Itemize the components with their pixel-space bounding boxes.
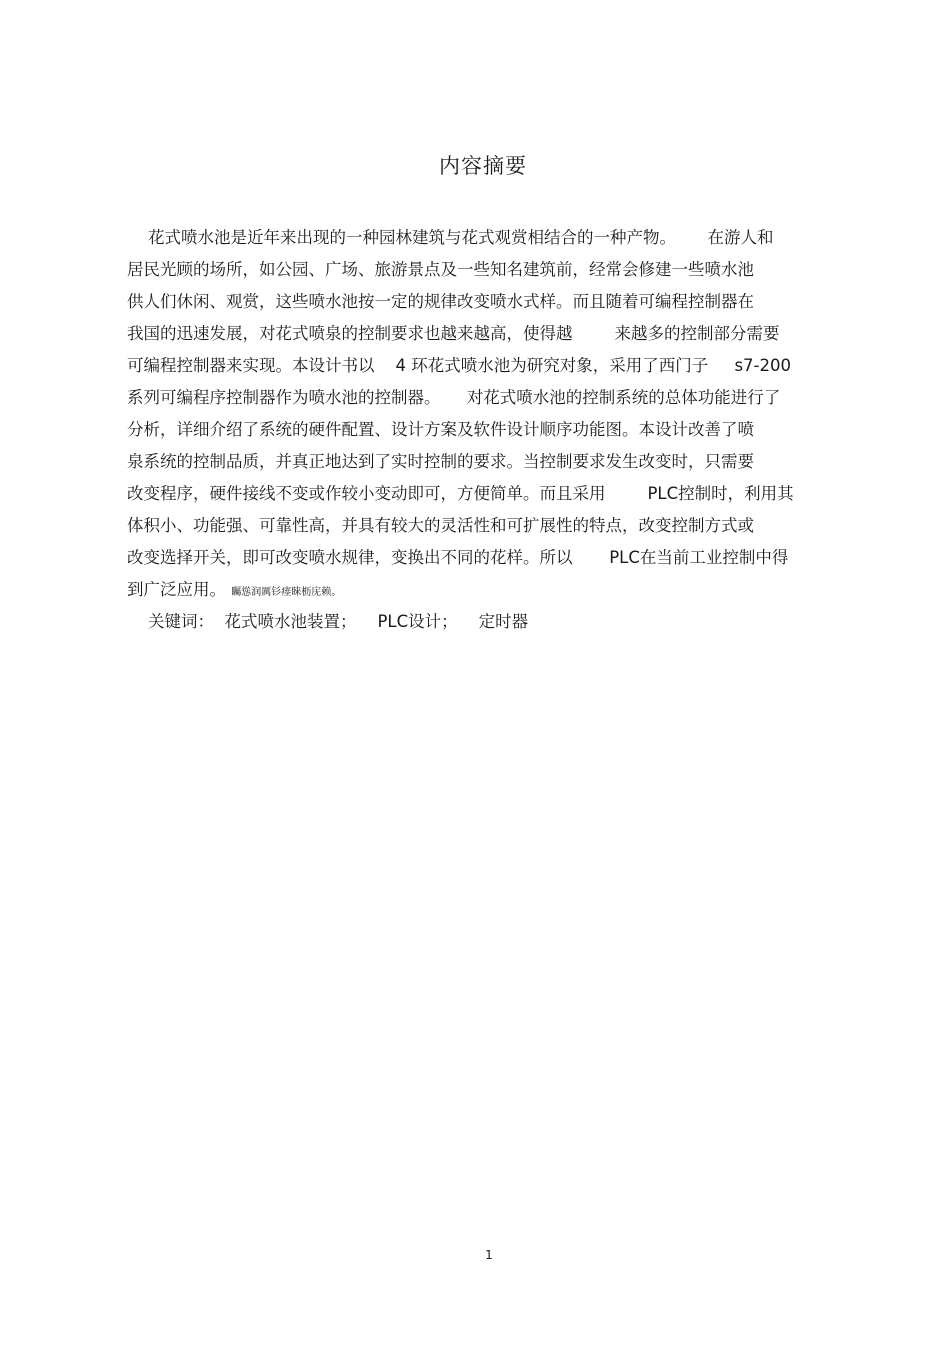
abstract-line-10: 体积小、功能强、可靠性高，并具有较大的灵活性和可扩展性的特点，改变控制方式或 bbox=[127, 516, 754, 535]
abstract-line-6: 系列可编程序控制器作为喷水池的控制器。 对花式喷水池的控制系统的总体功能进行了 bbox=[127, 388, 781, 407]
abstract-line-4: 我国的迅速发展，对花式喷泉的控制要求也越来越高，使得越 来越多的控制部分需要 bbox=[127, 324, 780, 343]
abstract-line-8: 泉系统的控制品质，并真正地达到了实时控制的要求。当控制要求发生改变时，只需要 bbox=[127, 452, 754, 471]
page-number: 1 bbox=[485, 1248, 493, 1262]
page-title: 内容摘要 bbox=[439, 154, 527, 178]
abstract-line-9: 改变程序，硬件接线不变或作较小变动即可，方便简单。而且采用 PLC控制时，利用其 bbox=[127, 484, 794, 503]
abstract-line-7: 分析，详细介绍了系统的硬件配置、设计方案及软件设计顺序功能图。本设计改善了喷 bbox=[127, 420, 754, 439]
abstract-line-5: 可编程控制器来实现。本设计书以 4 环花式喷水池为研究对象，采用了西门子 s7-200 bbox=[127, 356, 791, 375]
keywords-line: 关键词： 花式喷水池装置； PLC设计； 定时器 bbox=[127, 612, 529, 631]
abstract-line-2: 居民光顾的场所，如公园、广场、旅游景点及一些知名建筑前，经常会修建一些喷水池 bbox=[127, 260, 754, 279]
abstract-line-12 bbox=[127, 580, 341, 603]
abstract-line-3: 供人们休闲、观赏，这些喷水池按一定的规律改变喷水式样。而且随着可编程控制器在 bbox=[127, 292, 754, 311]
abstract-line-11: 改变选择开关，即可改变喷水规律，变换出不同的花样。所以 PLC在当前工业控制中得 bbox=[127, 548, 789, 567]
abstract-line-12-text: 到广泛应用。 bbox=[127, 580, 226, 599]
abstract-line-1: 花式喷水池是近年来出现的一种园林建筑与花式观赏相结合的一种产物。 在游人和 bbox=[127, 228, 774, 247]
garbled-text: 矚慫润厲钐瘗睞枥庑赖。 bbox=[231, 587, 342, 598]
